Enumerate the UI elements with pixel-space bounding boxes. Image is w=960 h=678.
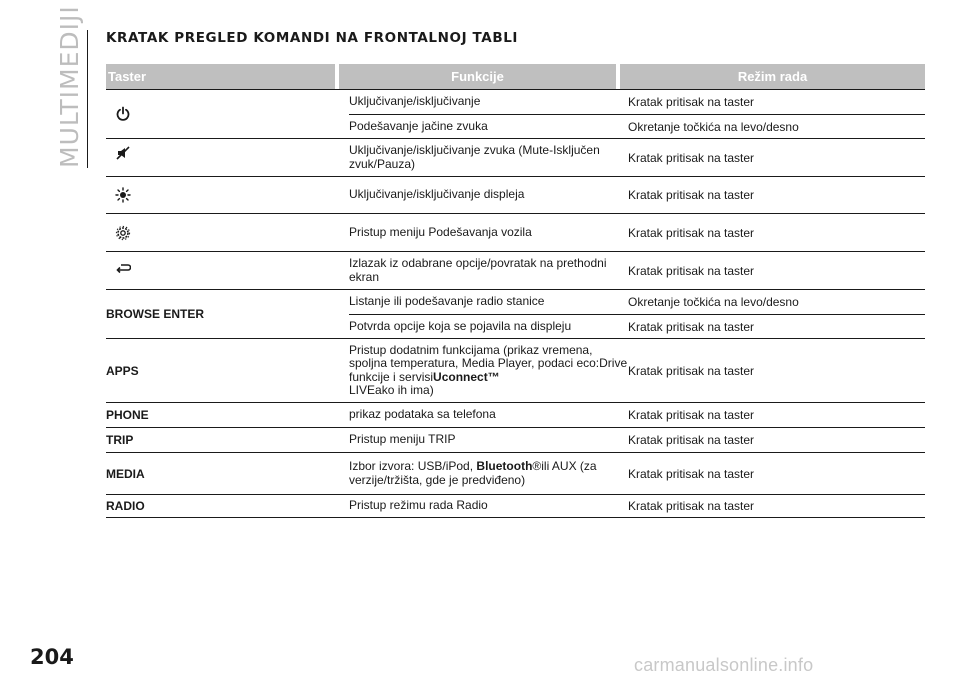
table-row-phone	[106, 402, 925, 427]
table-row-radio	[106, 494, 925, 517]
table-row-apps	[106, 338, 925, 402]
table-row: prikaz podataka sa telefona Kratak pritisak na taster	[349, 407, 755, 422]
table-row: Uključivanje/isključivanje displeja Kratak pritisak na taster	[349, 187, 755, 202]
table-row: Pristup dodatnim funkcijama (prikaz vremena, spoljna temperatura, Media Player, podaci eco:Drive funkcije i servisiUconnect™ LIVEako ih ima) Kratak pritisak na taster	[349, 342, 755, 397]
trip-key: TRIP	[106, 433, 134, 447]
table-bottom-rule	[106, 517, 925, 518]
table-row-trip	[106, 427, 925, 452]
table-row: Pristup režimu rada Radio Kratak pritisak na taster	[349, 498, 755, 513]
table-row: Izlazak iz odabrane opcije/povratak na prethodni ekran Kratak pritisak na taster	[349, 256, 755, 284]
table-row: Uključivanje/isključivanje zvuka (Mute-Isključen zvuk/Pauza) Kratak pritisak na taster	[349, 143, 755, 171]
back-key-cell	[106, 252, 349, 289]
header-funkcije: Funkcije	[339, 64, 616, 89]
table-row-power	[106, 89, 925, 138]
radio-key: RADIO	[106, 499, 145, 513]
power-key-cell	[106, 90, 349, 138]
media-key: MEDIA	[106, 466, 145, 481]
section-side-title: MULTIMEDIJI	[55, 5, 84, 168]
power-icon	[115, 106, 131, 122]
display-brightness-icon	[115, 187, 131, 203]
settings-gear-icon	[115, 225, 131, 241]
page-number: 204	[30, 645, 74, 669]
page-heading: KRATAK PREGLED KOMANDI NA FRONTALNOJ TABLI	[106, 30, 519, 46]
table-row-media	[106, 452, 925, 494]
browse-enter-key: BROWSE ENTER	[106, 307, 205, 321]
table-row: Izbor izvora: USB/iPod, Bluetooth®ili AUX (za verzije/tržišta, gde je predviđeno) Kratak pritisak na taster	[349, 459, 755, 487]
table-row: Potvrda opcije koja se pojavila na displeju Kratak pritisak na taster	[349, 314, 925, 338]
table-row: Listanje ili podešavanje radio stanice Okretanje točkića na levo/desno	[349, 294, 799, 309]
table-row-mute	[106, 138, 925, 176]
header-rezim-rada: Režim rada	[620, 64, 925, 89]
phone-key: PHONE	[106, 408, 149, 422]
mute-icon	[115, 145, 131, 161]
table-row: Uključivanje/isključivanje Kratak pritisak na taster	[349, 94, 755, 109]
table-header	[106, 64, 925, 89]
display-key-cell	[106, 177, 349, 213]
table-row: Pristup meniju TRIP Kratak pritisak na taster	[349, 432, 755, 447]
side-divider	[87, 30, 88, 168]
table-row: Pristup meniju Podešavanja vozila Kratak pritisak na taster	[349, 224, 755, 240]
table-row: Podešavanje jačine zvuka Okretanje točkića na levo/desno	[349, 114, 925, 138]
apps-key: APPS	[106, 363, 139, 378]
header-taster: Taster	[106, 64, 335, 89]
table-row-browse-enter	[106, 289, 925, 338]
table-row-display	[106, 176, 925, 213]
mute-key-cell	[106, 139, 349, 176]
table-row-back	[106, 251, 925, 289]
watermark: carmanualsonline.info	[634, 655, 814, 675]
table-row-settings	[106, 213, 925, 251]
settings-key-cell	[106, 214, 349, 251]
back-arrow-icon	[115, 260, 131, 276]
controls-table	[106, 64, 925, 518]
